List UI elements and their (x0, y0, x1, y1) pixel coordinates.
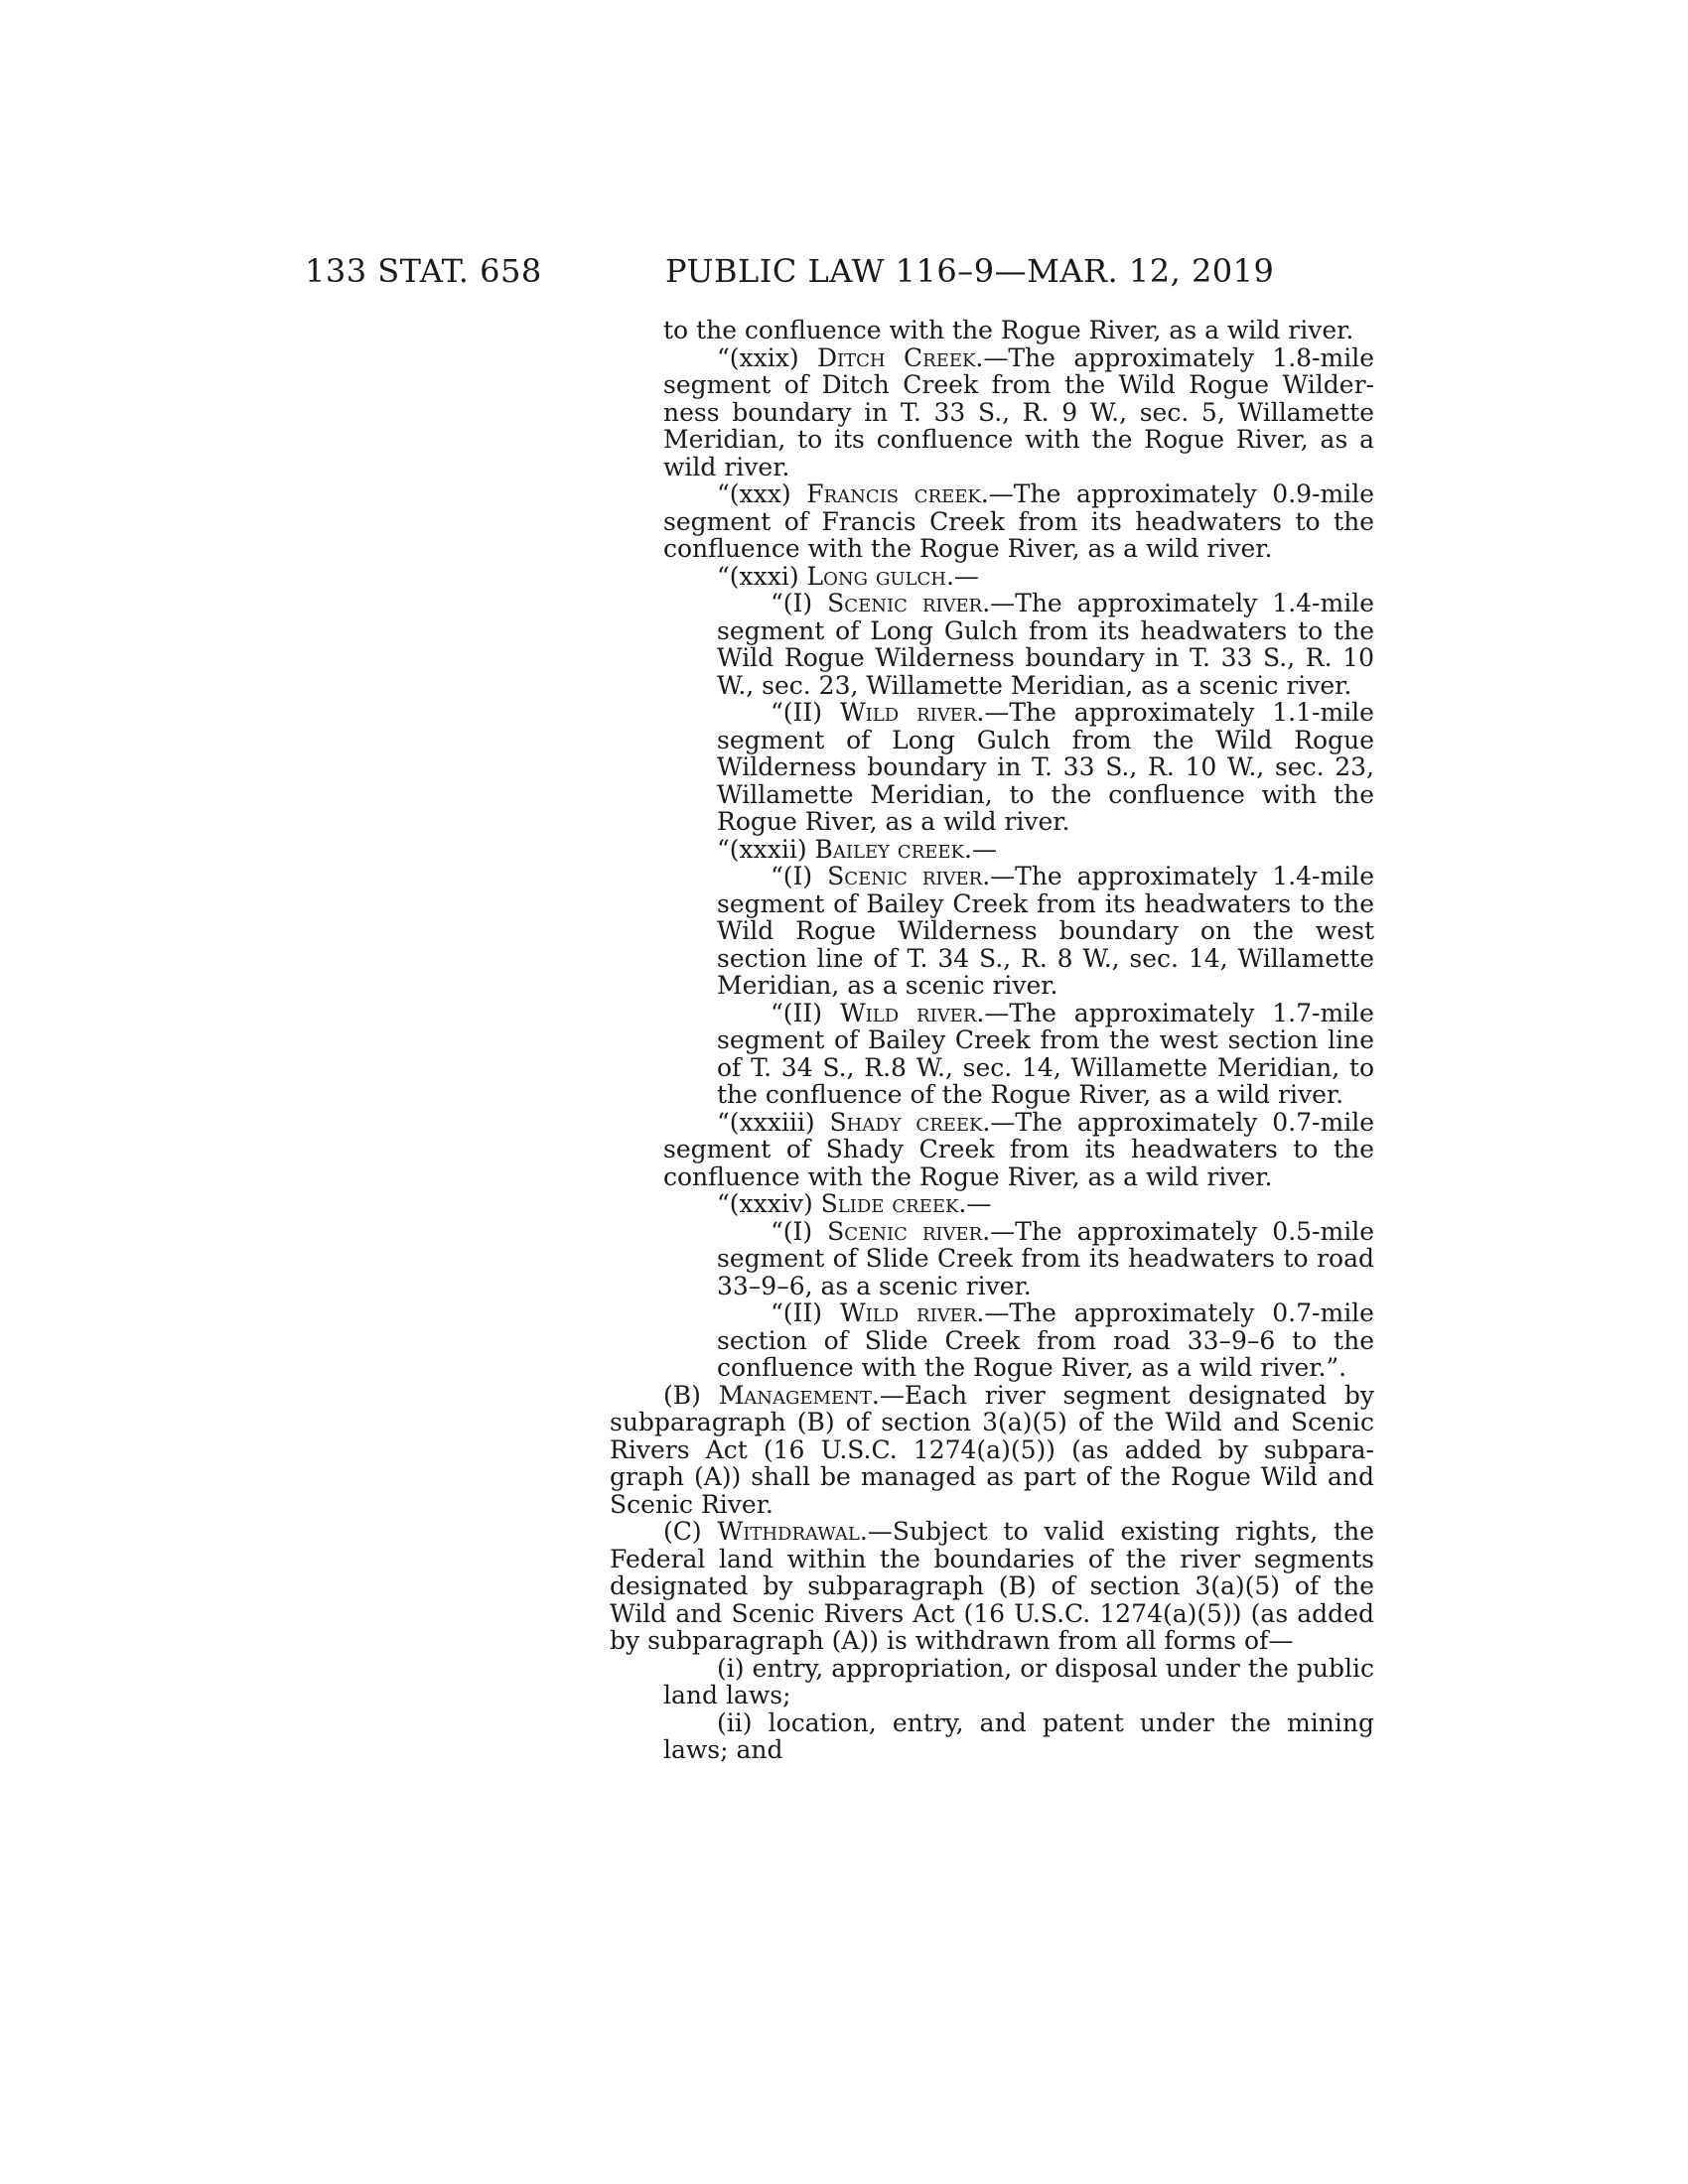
section-heading-text: Withdrawal (717, 1517, 860, 1546)
section-heading-text: Wild river (839, 1298, 977, 1327)
paragraph-text: “(xxxiii) (717, 1107, 830, 1137)
paragraph-text: (ii) location, entry, and patent under the mining laws; and (663, 1707, 1374, 1764)
paragraph-text: “(II) (771, 998, 840, 1027)
paragraph-text: “(xxix) (717, 342, 817, 372)
paragraph-text: .—The approximately 0.9-mile segment of Francis Creek from its headwaters to the confluence with the Rogue River, as a wild river. (663, 479, 1374, 563)
statute-paragraph-p12 (610, 1299, 1374, 1382)
statute-paragraph-p16 (610, 1709, 1374, 1764)
section-heading-text: Shady creek (829, 1107, 983, 1137)
section-heading-text: Slide creek (820, 1189, 959, 1218)
statute-paragraph-p5 (610, 699, 1374, 836)
paragraph-text: “(I) (771, 1216, 828, 1246)
section-heading-text: Bailey creek (814, 834, 964, 864)
section-heading-text: Wild river (839, 998, 977, 1027)
section-heading-text: Wild river (839, 698, 977, 727)
paragraph-text: “(xxx) (717, 479, 807, 508)
statute-paragraph-p3 (610, 563, 1374, 591)
section-heading-text: Ditch Creek (816, 342, 976, 372)
statute-paragraph-p2 (610, 480, 1374, 563)
paragraph-text: .—The approximately 0.5-mile segment of Slide Creek from its headwaters to road 33–9–6, as a scenic river. (717, 1216, 1374, 1300)
section-heading-text: Management (718, 1380, 872, 1410)
paragraph-text: .—The approximately 0.7-mile segment of Shady Creek from its headwaters to the confluence with the Rogue River, as a wild river. (663, 1107, 1374, 1191)
paragraph-text: (C) (663, 1517, 718, 1546)
paragraph-text: “(xxxiv) (717, 1189, 821, 1218)
paragraph-text: .—The approximately 1.4-mile segment of Bailey Creek from its headwaters to the Wild Rogue Wilderness boundary on the west section line of T. 34 S., R. 8 W., sec. 14, Willamette Meridian, as a scenic river. (717, 862, 1374, 1000)
statute-paragraph-p7 (610, 863, 1374, 1000)
paragraph-text: .—Subject to valid existing rights, the Federal land within the boundaries of the river segments designated by subparagraph (B) of section 3(a)(5) of the Wild and Scenic Rivers Act (16 U.S.C. 1274(a)(5)) (as added by subparagraph (A)) is withdrawn from all forms of— (610, 1517, 1374, 1655)
statute-paragraph-p4 (610, 590, 1374, 699)
section-heading-text: Francis creek (806, 479, 981, 508)
paragraph-text: “(II) (771, 1298, 840, 1327)
paragraph-text: “(I) (771, 589, 828, 617)
paragraph-text: “(I) (771, 862, 828, 890)
paragraph-text: (i) entry, appropriation, or disposal under the public land laws; (663, 1653, 1374, 1709)
statute-paragraph-p0 (610, 317, 1374, 344)
section-heading-text: Long gulch (806, 561, 946, 591)
statute-paragraph-p13 (610, 1382, 1374, 1519)
section-heading-text: Scenic river (827, 589, 983, 617)
paragraph-text: “(xxxii) (717, 834, 815, 864)
paragraph-text: .—The approximately 1.8-mile segment of Ditch Creek from the Wild Rogue Wilder-ness boundary in T. 33 S., R. 9 W., sec. 5, Willamette Meridian, to its confluence with the Rogue River, as a wild river. (663, 342, 1375, 481)
statute-paragraph-p8 (610, 1000, 1374, 1109)
paragraph-text: .— (945, 561, 979, 591)
statute-paragraph-p11 (610, 1218, 1374, 1300)
paragraph-text: to the confluence with the Rogue River, as a wild river. (663, 316, 1354, 344)
paragraph-text: .—The approximately 0.7-mile section of Slide Creek from road 33–9–6 to the confluence with the Rogue River, as a wild river.”. (717, 1298, 1374, 1382)
paragraph-text: .—The approximately 1.1-mile segment of Long Gulch from the Wild Rogue Wilderness boundary in T. 33 S., R. 10 W., sec. 23, Willamette Meridian, to the confluence with the Rogue River, as a wild river. (717, 698, 1374, 836)
paragraph-text: .—Each river segment designated by subparagraph (B) of section 3(a)(5) of the Wild and Scenic Rivers Act (16 U.S.C. 1274(a)(5)) (as added by subpara-graph (A)) shall be managed as part of the Rogue Wild and Scenic River. (610, 1380, 1375, 1519)
paragraph-text: .—The approximately 1.4-mile segment of Long Gulch from its headwaters to the Wild Rogue Wilderness boundary in T. 33 S., R. 10 W., sec. 23, Willamette Meridian, as a scenic river. (717, 589, 1374, 700)
section-heading-text: Scenic river (827, 862, 983, 890)
statute-body-text (610, 317, 1374, 1764)
paragraph-text: .— (964, 834, 997, 864)
running-header-law-title: PUBLIC LAW 116–9—MAR. 12, 2019 (665, 252, 1275, 290)
paragraph-text: .—The approximately 1.7-mile segment of Bailey Creek from the west section line of T. 34 S., R.8 W., sec. 14, Willamette Meridian, to the confluence of the Rogue River, as a wild river. (717, 998, 1374, 1109)
stat-page-number: 133 STAT. 658 (305, 252, 542, 290)
paragraph-text: “(xxxi) (717, 561, 807, 591)
statute-paragraph-p6 (610, 836, 1374, 864)
statute-paragraph-p10 (610, 1190, 1374, 1218)
statute-paragraph-p1 (610, 344, 1374, 481)
paragraph-text: (B) (663, 1380, 719, 1410)
section-heading-text: Scenic river (827, 1216, 983, 1246)
statute-paragraph-p15 (610, 1655, 1374, 1709)
paragraph-text: “(II) (771, 698, 840, 727)
statute-paragraph-p9 (610, 1109, 1374, 1191)
statute-paragraph-p14 (610, 1518, 1374, 1655)
paragraph-text: .— (958, 1189, 992, 1218)
